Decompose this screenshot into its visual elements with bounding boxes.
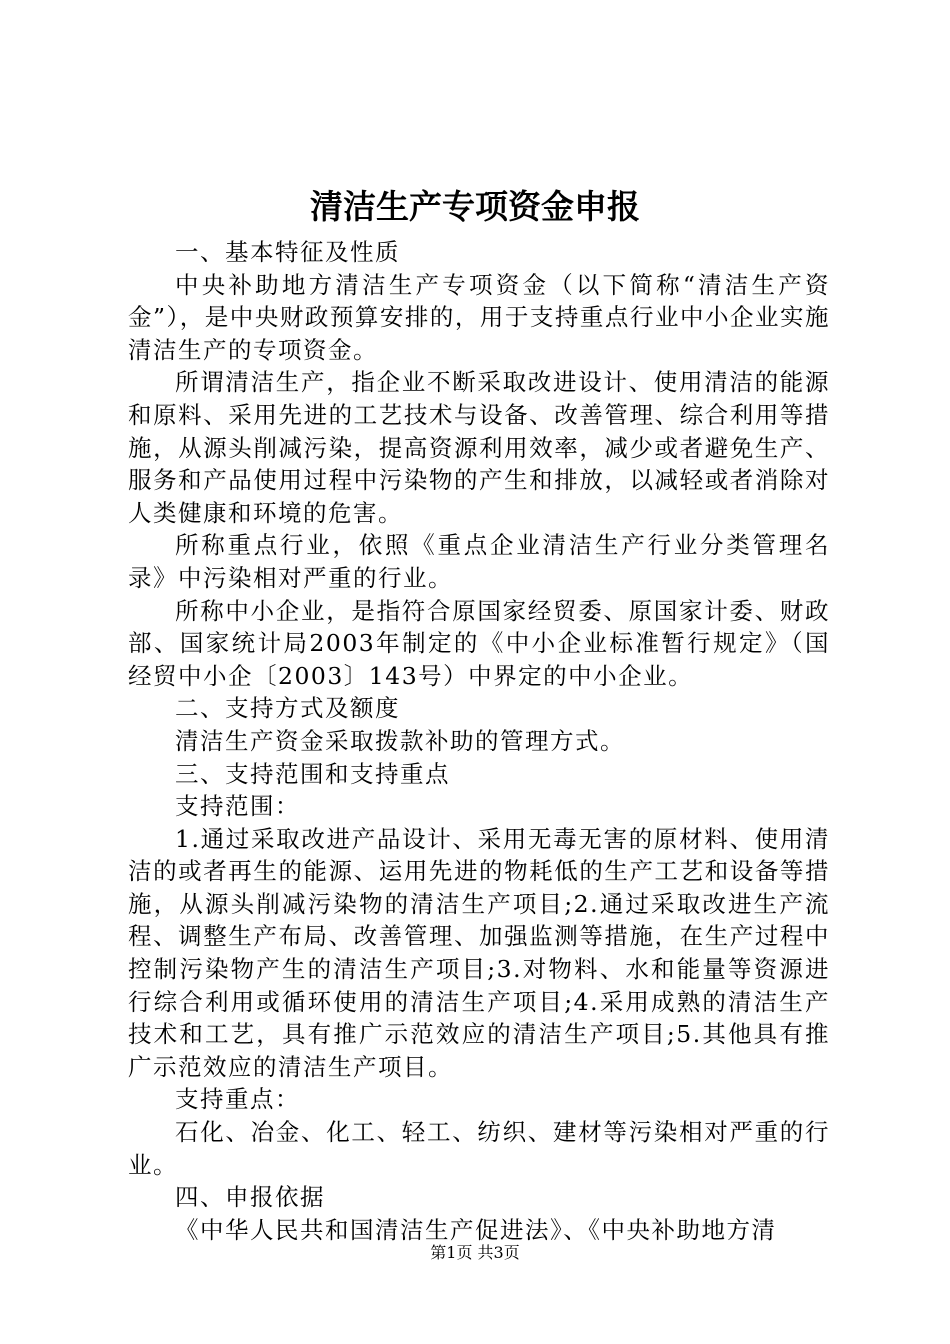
body-paragraph: 《中华人民共和国清洁生产促进法》、《中央补助地方清 — [175, 1215, 777, 1244]
section-heading: 一、基本特征及性质 — [175, 238, 400, 266]
body-paragraph: 1.通过采取改进产品设计、采用无毒无害的原材料、使用清洁的或者再生的能源、运用先进的物耗低的生产工艺和设备等措施，从源头削减污染物的清洁生产项目;2.通过采取改进生产流程、调整生产布局、改善管理、加强监测等措施，在生产过程中控制污染物产生的清洁生产项目;3.对物料、水和能量等资源进行综合利用或循环使用的清洁生产项目;4.采用成熟的清洁生产技术和工艺，具有推广示范效应的清洁生产项目;5.其他具有推广示范效应的清洁生产项目。 — [128, 824, 830, 1081]
body-paragraph: 中央补助地方清洁生产专项资金（以下简称“清洁生产资金”），是中央财政预算安排的，用于支持重点行业中小企业实施清洁生产的专项资金。 — [128, 270, 830, 364]
body-paragraph: 所称重点行业，依照《重点企业清洁生产行业分类管理名录》中污染相对严重的行业。 — [128, 531, 830, 592]
section-heading: 三、支持范围和支持重点 — [175, 759, 450, 788]
body-paragraph: 所谓清洁生产，指企业不断采取改进设计、使用清洁的能源和原料、采用先进的工艺技术与设备、改善管理、综合利用等措施，从源头削减污染，提高资源利用效率，减少或者避免生产、服务和产品使用过程中污染物的产生和排放，以减轻或者消除对人类健康和环境的危害。 — [128, 368, 830, 527]
body-paragraph: 清洁生产资金采取拨款补助的管理方式。 — [175, 726, 625, 755]
subheading: 支持重点： — [175, 1085, 300, 1114]
document-title: 清洁生产专项资金申报 — [310, 187, 640, 226]
body-paragraph: 所称中小企业，是指符合原国家经贸委、原国家计委、财政部、国家统计局2003年制定的《中小企业标准暂行规定》（国经贸中小企〔2003〕143号）中界定的中小企业。 — [128, 596, 830, 690]
body-paragraph: 石化、冶金、化工、轻工、纺织、建材等污染相对严重的行业。 — [128, 1118, 830, 1179]
subheading: 支持范围： — [175, 792, 300, 821]
page-footer: 第1页 共3页 — [430, 1243, 520, 1262]
section-heading: 四、申报依据 — [175, 1183, 325, 1212]
document-body — [128, 236, 830, 1246]
section-heading: 二、支持方式及额度 — [175, 694, 400, 723]
